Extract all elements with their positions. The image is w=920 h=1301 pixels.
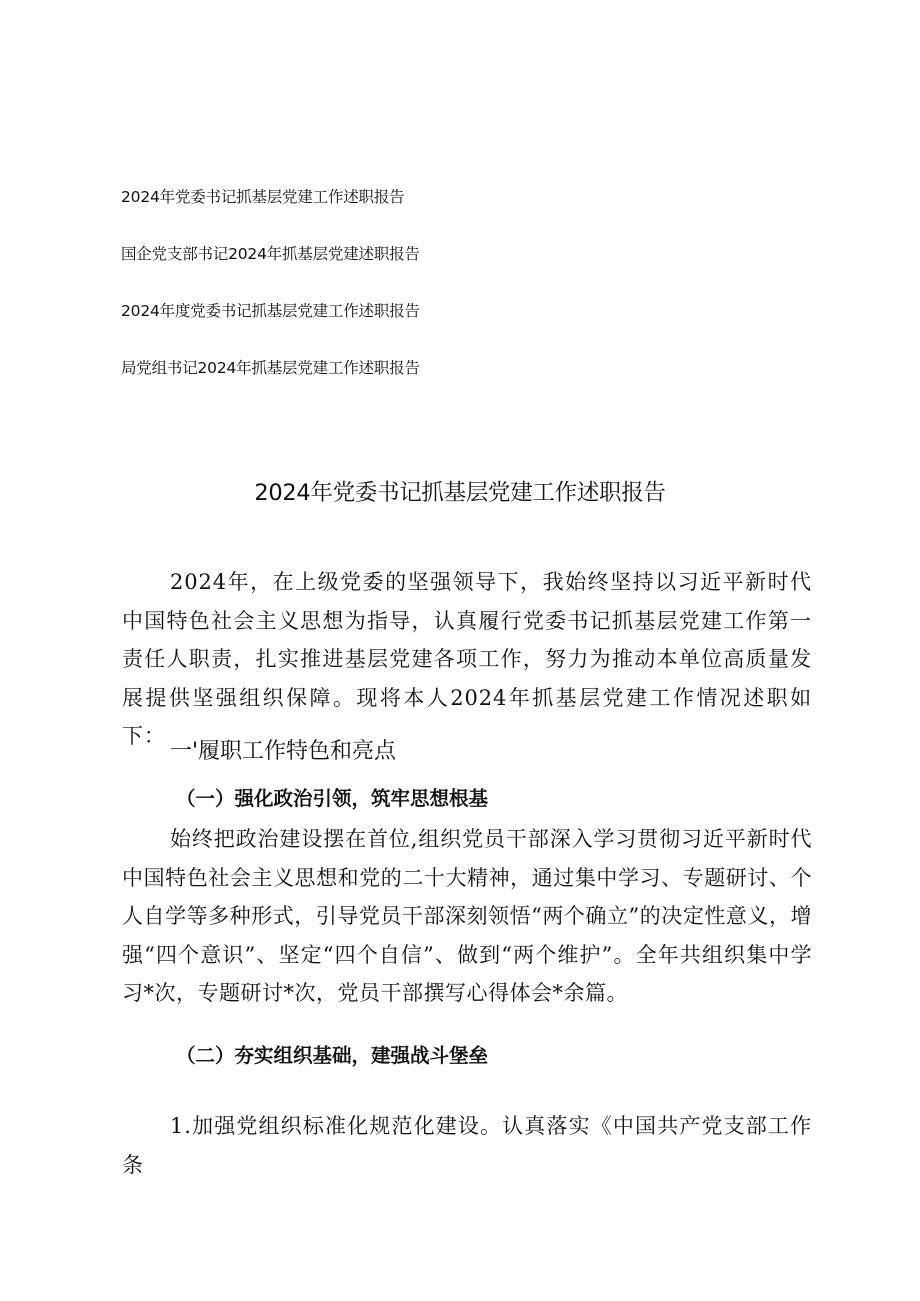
subsection-heading: （二）夯实组织基础，建强战斗堡垒 xyxy=(176,1044,489,1067)
intro-paragraph: 2024年，在上级党委的坚强领导下，我始终坚持以习近平新时代中国特色社会主义思想为指导，认真履行党委书记抓基层党建工作第一责任人职责，扎实推进基层党建各项工作，努力为推动本单位高质量发展提供坚强组织保障。现将本人2024年抓基层党建工作情况述职如下： xyxy=(122,570,812,748)
subsection-paragraph: 始终把政治建设摆在首位,组织党员干部深入学习贯彻习近平新时代中国特色社会主义思想和党的二十大精神，通过集中学习、专题研讨、个人自学等多种形式，引导党员干部深刻领悟“两个确立”的决定性意义，增强“四个意识”、坚定“四个自信”、做到“两个维护”。全年共组织集中学习*次，专题研讨*次，党员干部撰写心得体会*余篇。 xyxy=(122,827,812,1005)
section-heading: 一'履职工作特色和亮点 xyxy=(170,739,397,764)
report-list-item[interactable]: 国企党支部书记2024年抓基层党建述职报告 xyxy=(121,245,420,263)
report-list-item[interactable]: 局党组书记2024年抓基层党建工作述职报告 xyxy=(121,359,420,377)
report-list-item[interactable]: 2024年党委书记抓基层党建工作述职报告 xyxy=(121,188,405,206)
report-list-item[interactable]: 2024年度党委书记抓基层党建工作述职报告 xyxy=(121,302,420,320)
subsection-heading: （一）强化政治引领，筑牢思想根基 xyxy=(176,787,489,810)
subsection-paragraph: 1.加强党组织标准化规范化建设。认真落实《中国共产党支部工作条 xyxy=(122,1114,812,1177)
document-title: 2024年党委书记抓基层党建工作述职报告 xyxy=(254,480,666,506)
report-list xyxy=(121,186,420,414)
